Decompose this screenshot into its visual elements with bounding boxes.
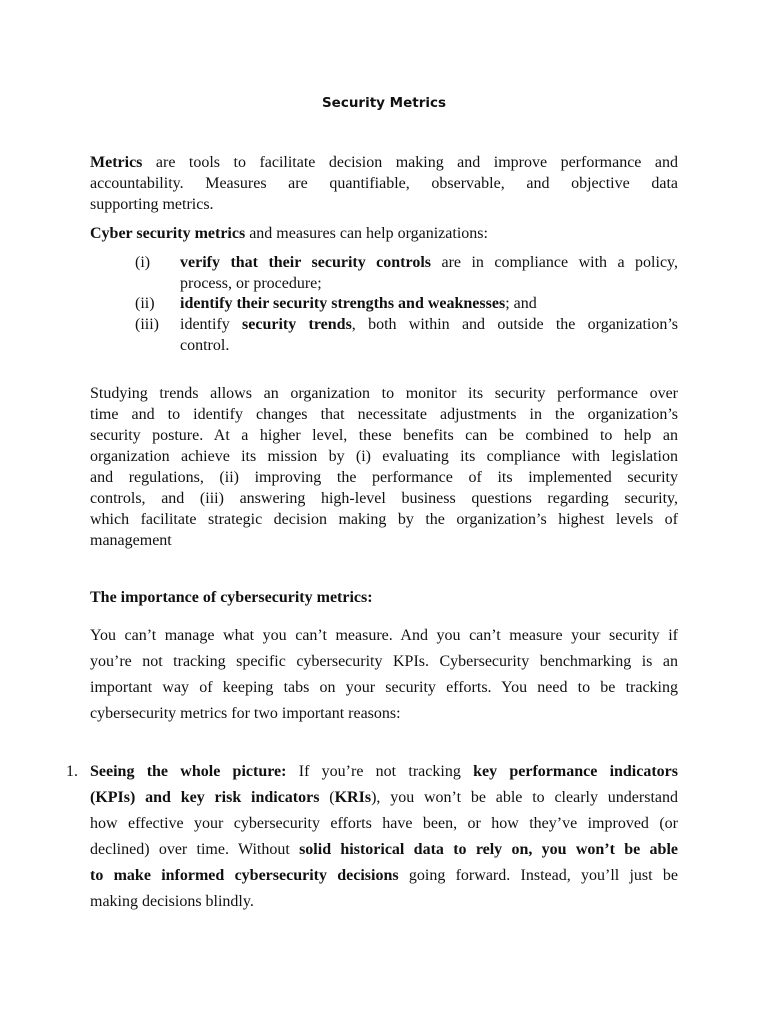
page-title: Security Metrics xyxy=(321,95,447,111)
intro-line: supporting metrics. xyxy=(90,196,214,213)
intro-line: Metrics are tools to facilitate decision making and improve performance and xyxy=(90,154,678,171)
section-heading: The importance of cybersecurity metrics: xyxy=(90,589,373,606)
intro-line: accountability. Measures are quantifiable, observable, and objective data xyxy=(90,175,678,192)
list-label: (iii) xyxy=(135,316,159,333)
intro-paragraph xyxy=(90,152,678,215)
list-label: (i) xyxy=(135,254,151,271)
metrics-term: Metrics xyxy=(90,154,143,171)
trends-paragraph: Studying trends allows an organization to monitor its security performance over time and to identify changes that necessitate adjustments in the organization’s security posture. At a higher level, these benefits can be combined to help an organization achieve its mission by (i) evaluating its compliance with legislation and regulations, (ii) improving the performance of its implemented security controls, and (iii) answering high-level business questions regarding security, which facilitate strategic decision making by the organization’s highest levels of management xyxy=(90,385,678,549)
list-label: (ii) xyxy=(135,295,155,312)
list-number: 1. xyxy=(66,763,78,780)
importance-paragraph: You can’t manage what you can’t measure. And you can’t measure your security if you’re not tracking specific cybersecurity KPIs. Cybersecurity benchmarking is an important way of keeping tabs on your security efforts. You need to be tracking cybersecurity metrics for two important reasons: xyxy=(90,627,678,722)
cyber-metrics-intro: Cyber security metrics and measures can help organizations: xyxy=(90,225,488,242)
